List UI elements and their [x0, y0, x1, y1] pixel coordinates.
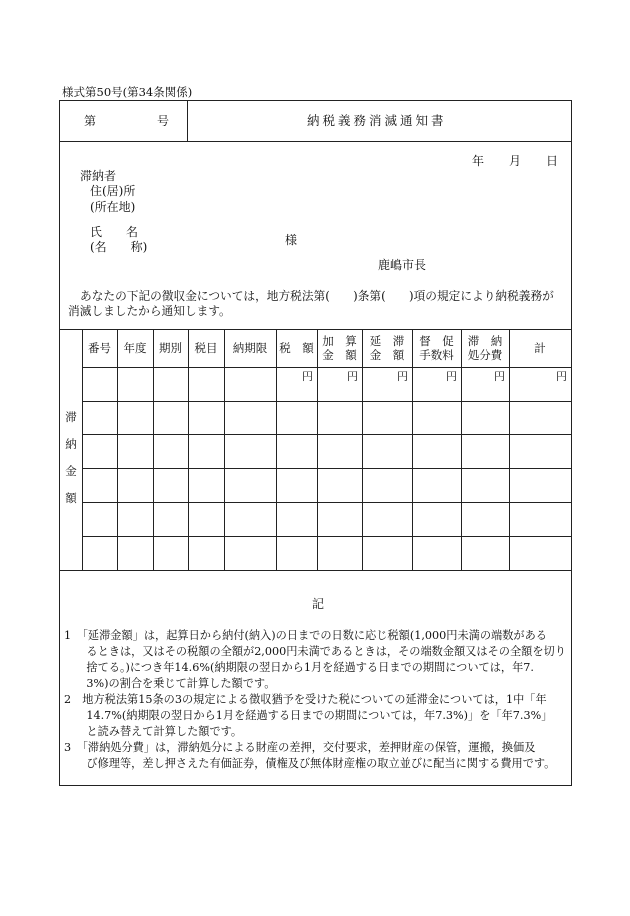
notes-heading: 記 — [312, 597, 325, 611]
table-bottom-border — [60, 570, 571, 571]
location-label: (所在地) — [90, 200, 136, 214]
yen-unit-mark: 円 — [446, 370, 457, 383]
notice-line-2: 消滅しましたから通知します。 — [68, 304, 231, 318]
table-row-line — [82, 502, 571, 503]
column-header: 計 — [534, 341, 546, 355]
note-line: 3 「滞納処分費」は，滞納処分による財産の差押，交付要求，差押財産の保管，運搬，換価及 — [64, 741, 536, 754]
side-label-char: 額 — [65, 491, 77, 505]
table-column-line — [509, 329, 510, 570]
date-month: 月 — [509, 154, 522, 168]
form-caption: 様式第50号(第34条関係) — [62, 85, 193, 99]
table-column-line — [461, 329, 462, 570]
table-column-line — [276, 329, 277, 570]
column-header: 納期限 — [232, 341, 268, 355]
note-line: と読み替えて計算した額です。 — [64, 725, 243, 738]
number-label-left: 第 — [84, 114, 97, 128]
yen-unit-mark: 円 — [494, 370, 505, 383]
notice-line-1: あなたの下記の徴収金については，地方税法第( )条第( )項の規定により納税義務が — [80, 289, 554, 303]
table-column-line — [153, 329, 154, 570]
note-line: 捨てる。)につき年14.6%(納期限の翌日から1月を経過する日までの期間については，年7. — [64, 661, 534, 674]
column-header: 期別 — [159, 341, 182, 355]
table-row-line — [82, 468, 571, 469]
table-column-line — [82, 329, 83, 570]
form-title: 納税義務消滅通知書 — [307, 113, 447, 128]
column-header: 滞 納 処分費 — [467, 334, 503, 363]
date-day: 日 — [546, 154, 559, 168]
column-header: 番号 — [88, 341, 111, 355]
header-divider — [60, 141, 571, 142]
table-column-line — [317, 329, 318, 570]
notes-list — [64, 628, 569, 772]
yen-unit-mark: 円 — [302, 370, 313, 383]
honorific: 様 — [285, 233, 298, 247]
number-label-right: 号 — [157, 114, 170, 128]
table-column-line — [362, 329, 363, 570]
column-header: 延 滞 金 額 — [369, 334, 405, 363]
header-column-divider — [187, 101, 188, 141]
table-row-line — [82, 401, 571, 402]
column-header: 年度 — [123, 341, 147, 355]
table-top-border — [60, 329, 571, 330]
side-label-char: 納 — [65, 437, 77, 451]
side-label-delinquent-amount — [60, 404, 82, 512]
table-column-line — [412, 329, 413, 570]
table-row-line — [82, 434, 571, 435]
note-line: 3%)の割合を乗じて計算した額です。 — [64, 677, 276, 690]
form-frame — [59, 100, 572, 786]
note-line: 14.7%(納期限の翌日から1月を経過する日までの期間については，年7.3%)」を「年7.3%」 — [64, 709, 553, 722]
yen-unit-mark: 円 — [556, 370, 567, 383]
table-column-line — [117, 329, 118, 570]
table-column-line — [224, 329, 225, 570]
yen-unit-mark: 円 — [397, 370, 408, 383]
table-row-line — [82, 536, 571, 537]
table-column-line — [188, 329, 189, 570]
corp-name-label: (名 称) — [90, 240, 148, 254]
name-label: 氏 名 — [90, 225, 139, 239]
column-header: 税 額 — [279, 341, 314, 355]
table-row-line — [82, 367, 571, 368]
column-header: 督 促 手数料 — [419, 334, 454, 363]
issuer: 鹿嶋市長 — [378, 258, 427, 272]
side-label-char: 金 — [65, 464, 77, 478]
yen-unit-mark: 円 — [347, 370, 358, 383]
note-line: び修理等，差し押さえた有価証券，債権及び無体財産権の取立並びに配当に関する費用です。 — [64, 757, 556, 770]
residence-label: 住(居)所 — [90, 184, 136, 198]
note-line: 2 地方税法第15条の3の規定による徴収猶予を受けた税についての延滞金については，1中「年 — [64, 693, 547, 706]
side-label-char: 滞 — [65, 410, 77, 424]
taxpayer-label: 滞納者 — [80, 169, 117, 183]
column-header: 加 算 金 額 — [322, 334, 357, 363]
column-header: 税目 — [194, 341, 218, 355]
date-year: 年 — [472, 154, 485, 168]
note-line: るときは，又はその税額の全額が2,000円未満であるときは，その端数金額又はその全額を切り — [64, 645, 566, 658]
note-line: 1 「延滞金額」は，起算日から納付(納入)の日までの日数に応じ税額(1,000円未満の端数がある — [64, 629, 547, 642]
